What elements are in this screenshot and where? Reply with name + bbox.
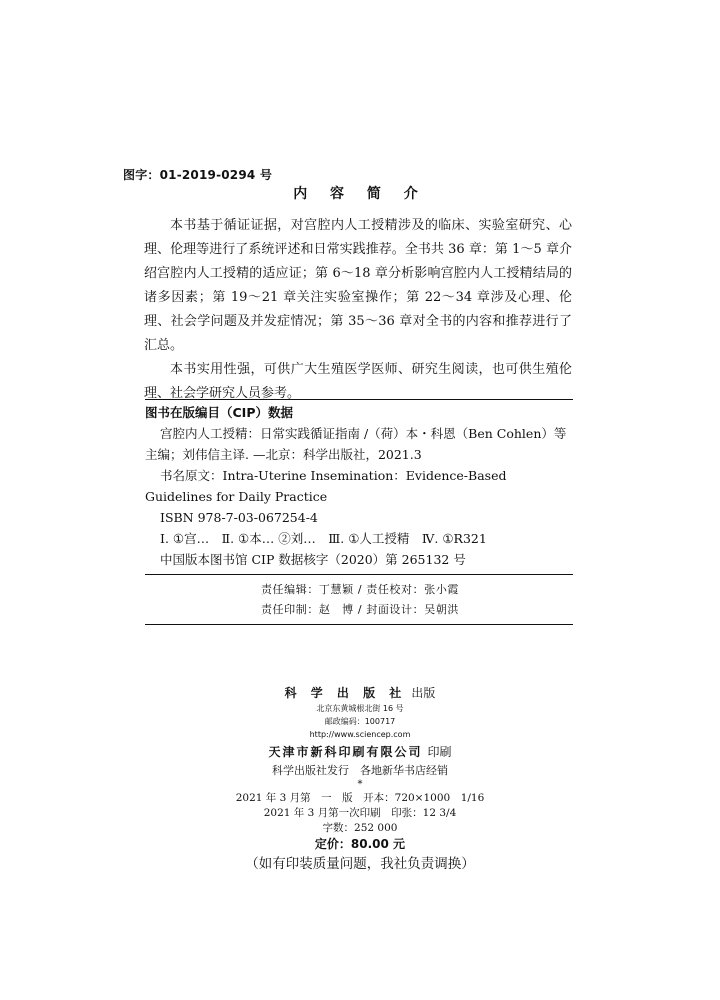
publisher-block: [0, 683, 720, 875]
permit-number: 图字：01-2019-0294 号: [123, 168, 273, 182]
cip-top-rule: [145, 399, 573, 400]
intro-body: [144, 214, 572, 406]
cip-isbn: ISBN 978-7-03-067254-4: [160, 510, 318, 525]
printer-action: 印刷: [427, 745, 452, 759]
cip-bottom-rule: [145, 574, 573, 575]
publisher-address: 北京东黄城根北街 16 号: [316, 704, 404, 713]
publisher-action: 出版: [411, 686, 436, 700]
price: 定价：80.00 元: [314, 837, 406, 851]
edition-line: 2021 年 3 月第 一 版 开本：720×1000 1/16: [235, 792, 485, 804]
staff-line: 责任编辑：丁慧颖 / 责任校对：张小霞: [260, 583, 460, 596]
cip-heading: 图书在版编目（CIP）数据: [145, 405, 293, 420]
quality-notice: （如有印装质量问题，我社负责调换）: [245, 856, 475, 872]
staff-line: 责任印制：赵 博 / 封面设计：吴朝洪: [260, 603, 460, 616]
cip-title-line: 宫腔内人工授精：日常实践循证指南 /（荷）本・科恩（Ben Cohlen）等主编；刘伟信主译. —北京：科学出版社，2021.3: [145, 426, 567, 462]
cip-classification: Ⅰ. ①宫… Ⅱ. ①本… ②刘… Ⅲ. ①人工授精 Ⅳ. ①R321: [160, 531, 487, 546]
intro-title: 内 容 简 介: [293, 186, 427, 202]
distribution-line: 科学出版社发行 各地新华书店经销: [272, 764, 448, 777]
cip-original-title: 书名原文：Intra-Uterine Insemination：Evidence-Based Guidelines for Daily Practice: [145, 468, 507, 504]
printing-line: 2021 年 3 月第一次印刷 印张：12 3/4: [263, 807, 457, 819]
printer-line: [0, 741, 720, 762]
separator-star: *: [357, 779, 363, 790]
printer-name: 天津市新科印刷有限公司: [268, 745, 423, 759]
cip-block: [145, 402, 573, 570]
publisher-name: 科 学 出 版 社: [284, 686, 407, 700]
publisher-line: [0, 683, 720, 702]
intro-paragraph: 本书实用性强，可供广大生殖医学医师、研究生阅读，也可供生殖伦理、社会学研究人员参考。: [144, 362, 572, 401]
staff-bottom-rule: [145, 624, 573, 625]
staff-credits: [0, 580, 720, 620]
word-count: 字数：252 000: [322, 822, 398, 834]
intro-paragraph: 本书基于循证证据，对宫腔内人工授精涉及的临床、实验室研究、心理、伦理等进行了系统评述和日常实践推荐。全书共 36 章：第 1～5 章介绍宫腔内人工授精的适应证；第 6～18 章分析影响宫腔内人工授精结局的诸多因素；第 19～21 章关注实验室操作；第 22～34 章涉及心理、伦理、社会学问题及并发症情况；第 35～36 章对全书的内容和推荐进行了汇总。: [144, 218, 572, 353]
publisher-postcode: 邮政编码：100717: [324, 717, 396, 726]
publisher-website: http://www.sciencep.com: [309, 730, 411, 739]
cip-data-number: 中国版本图书馆 CIP 数据核字（2020）第 265132 号: [160, 552, 466, 567]
